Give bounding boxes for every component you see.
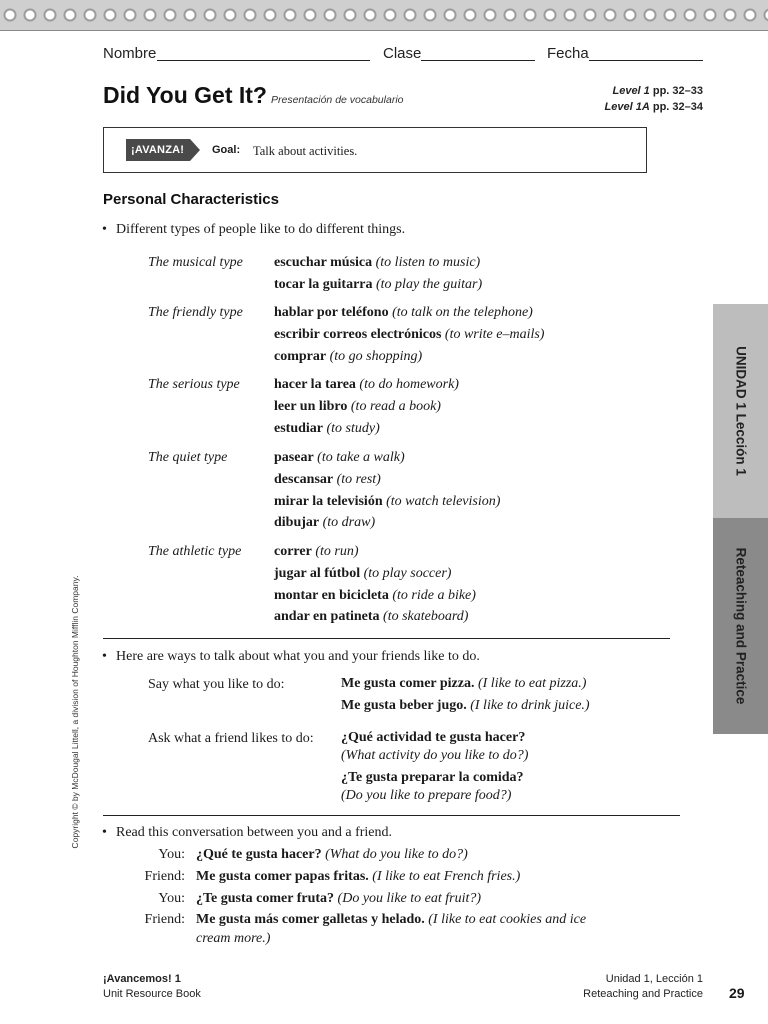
side-tab-unit: [713, 304, 768, 518]
activity-item: andar en patineta (to skateboard): [274, 609, 469, 625]
activity-item: jugar al fútbol (to play soccer): [274, 565, 452, 581]
level-1a-ref: [605, 99, 703, 115]
ask-label: Ask what a friend likes to do:: [148, 731, 314, 746]
ask-examples: [341, 729, 528, 805]
say-example-2: Me gusta beber jugo. (I like to drink juice.): [341, 697, 590, 713]
type-label-serious: The serious type: [148, 377, 240, 392]
speaker-label: You:: [158, 847, 185, 862]
fecha-blank: [589, 59, 703, 61]
footer-right: [583, 972, 703, 1002]
activities-athletic: [274, 541, 476, 628]
activity-item: mirar la televisión (to watch television): [274, 493, 501, 509]
level-1a-pages: pp. 32–34: [652, 101, 703, 113]
activity-item: leer un libro (to read a book): [274, 398, 441, 414]
conversation-line: Me gusta comer papas fritas. (I like to eat French fries.): [196, 869, 521, 884]
conversation-line-continued: cream more.): [196, 931, 271, 946]
activity-item: pasear (to take a walk): [274, 450, 405, 465]
footer-section: Reteaching and Practice: [583, 988, 703, 1000]
clase-blank: [421, 59, 535, 61]
activity-item: tocar la guitarra (to play the guitar): [274, 276, 483, 292]
activity-item: correr (to run): [274, 544, 359, 559]
ask-question-2-translation: (Do you like to prepare food?): [341, 788, 512, 803]
intro-bullet: • Different types of people like to do different things.: [116, 221, 405, 239]
footer-book-title: ¡Avancemos! 1: [103, 973, 181, 985]
type-label-quiet: The quiet type: [148, 450, 228, 465]
ask-question-1: ¿Qué actividad te gusta hacer?: [341, 730, 526, 745]
activity-item: escribir correos electrónicos (to write e–mails): [274, 326, 545, 342]
goal-text: Talk about activities.: [253, 144, 358, 158]
section-title: Personal Characteristics: [103, 191, 279, 208]
say-label: Say what you like to do:: [148, 677, 285, 692]
speaker-label: Friend:: [144, 869, 185, 884]
decorative-top-border: [0, 0, 768, 31]
footer-unit: Unidad 1, Lección 1: [605, 973, 703, 985]
level-1a-name: Level 1A: [604, 101, 650, 113]
footer-book-subtitle: Unit Resource Book: [103, 988, 201, 1000]
side-tab-section: [713, 518, 768, 734]
page-number: 29: [729, 985, 745, 1001]
type-label-athletic: The athletic type: [148, 544, 242, 559]
ways-bullet: • Here are ways to talk about what you and your friends like to do.: [116, 648, 480, 666]
ask-question-2: ¿Te gusta preparar la comida?: [341, 770, 524, 785]
footer-left: [103, 972, 201, 1002]
activity-item: hacer la tarea (to do homework): [274, 377, 459, 392]
activity-item: comprar (to go shopping): [274, 348, 423, 364]
level-1-name: Level 1: [612, 85, 650, 97]
activity-item: escuchar música (to listen to music): [274, 255, 481, 270]
side-tab-section-label: Reteaching and Practice: [733, 547, 748, 705]
goal-label: Goal:: [212, 144, 241, 156]
level-references: [605, 83, 703, 115]
type-label-friendly: The friendly type: [148, 305, 243, 320]
speaker-label: Friend:: [144, 912, 185, 927]
divider-2: [103, 815, 680, 816]
goal-box: [103, 127, 647, 173]
activity-item: montar en bicicleta (to ride a bike): [274, 587, 476, 603]
conversation-line: ¿Qué te gusta hacer? (What do you like to do?): [196, 847, 468, 862]
title-row: [103, 82, 404, 109]
side-tab-unit-label: UNIDAD 1 Lección 1: [733, 346, 748, 476]
say-examples: [341, 673, 590, 717]
activity-item: descansar (to rest): [274, 471, 381, 487]
conversation-line: Me gusta más comer galletas y helado. (I like to eat cookies and ice: [196, 912, 587, 927]
nombre-label: Nombre: [103, 45, 157, 62]
say-example-1: Me gusta comer pizza. (I like to eat pizza.): [341, 676, 587, 691]
activity-item: estudiar (to study): [274, 420, 380, 436]
speaker-label: You:: [158, 891, 185, 906]
activities-musical: [274, 252, 482, 296]
activities-quiet: [274, 447, 500, 534]
activities-friendly: [274, 302, 544, 367]
fecha-label: Fecha: [547, 45, 589, 62]
conversation-line: ¿Te gusta comer fruta? (Do you like to eat fruit?): [196, 891, 482, 906]
avanza-badge: ¡AVANZA!: [126, 139, 190, 161]
activity-item: hablar por teléfono (to talk on the telephone): [274, 305, 533, 320]
conversation-bullet: • Read this conversation between you and a friend.: [116, 824, 392, 842]
clase-label: Clase: [383, 45, 422, 62]
divider-1: [103, 638, 670, 639]
page-title: Did You Get It?: [103, 82, 267, 108]
activities-serious: [274, 374, 459, 439]
type-label-musical: The musical type: [148, 255, 243, 270]
copyright-notice: Copyright © by McDougal Littell, a division of Houghton Mifflin Company.: [70, 575, 80, 849]
page-subtitle: Presentación de vocabulario: [270, 94, 404, 106]
nombre-blank: [157, 59, 370, 61]
ask-question-1-translation: (What activity do you like to do?): [341, 748, 529, 763]
level-1-ref: [605, 83, 703, 99]
activity-item: dibujar (to draw): [274, 515, 376, 531]
level-1-pages: pp. 32–33: [652, 85, 703, 97]
